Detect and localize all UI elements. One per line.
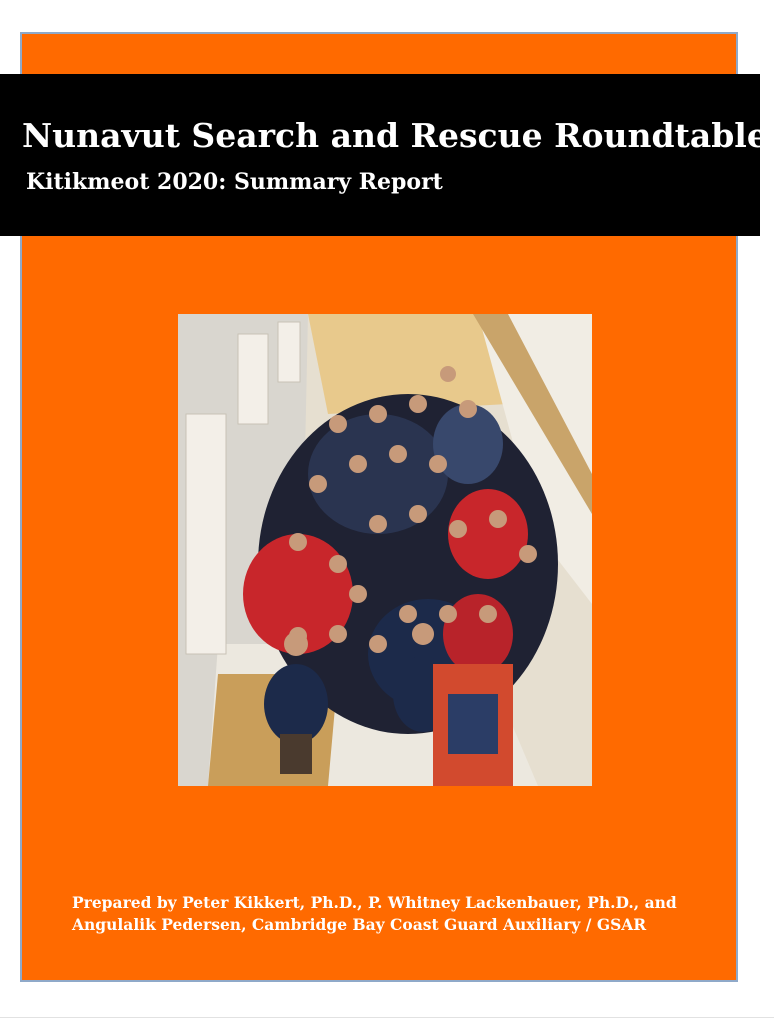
- page-divider: [0, 1017, 774, 1018]
- report-subtitle: Kitikmeot 2020: Summary Report: [26, 169, 443, 195]
- credits-line-1: Prepared by Peter Kikkert, Ph.D., P. Whitney Lackenbauer, Ph.D., and: [72, 893, 677, 912]
- report-title: Nunavut Search and Rescue Roundtable: [22, 116, 768, 155]
- title-band: [0, 74, 768, 236]
- group-photo: [178, 314, 592, 786]
- credits: [72, 892, 712, 936]
- credits-line-2: Angulalik Pedersen, Cambridge Bay Coast Guard Auxiliary / GSAR: [72, 915, 647, 934]
